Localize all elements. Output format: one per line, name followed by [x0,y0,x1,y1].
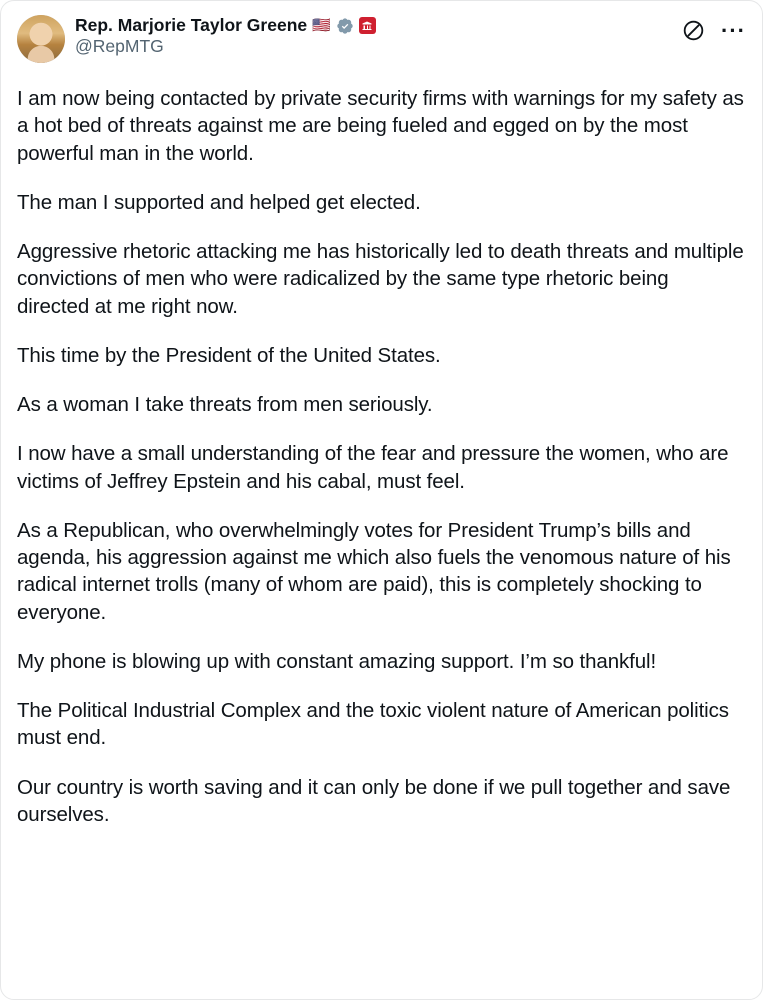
tweet-paragraph: I now have a small understanding of the fear and pressure the women, who are victims of Jeffrey Epstein and his cabal, must feel. [17,442,729,493]
avatar[interactable] [17,15,65,63]
us-flag-emoji: 🇺🇸 [312,17,331,35]
tweet-text [17,85,746,828]
tweet-paragraph: The Political Industrial Complex and the toxic violent nature of American politics must end. [17,699,729,750]
tweet-paragraph: Aggressive rhetoric attacking me has historically led to death threats and multiple convictions of men who were radicalized by the same type rhetoric being directed at me right now. [17,240,744,318]
tweet-header [17,15,746,69]
tweet-paragraph: As a Republican, who overwhelmingly votes for President Trump’s bills and agenda, his aggression against me which also fuels the venomous nature of his radical internet trolls (many of whom are paid), this is completely shocking to everyone. [17,518,731,624]
tweet-paragraph: I am now being contacted by private security firms with warnings for my safety as a hot bed of threats against me are being fueled and egged on by the most powerful man in the world. [17,87,744,165]
account-name-line [75,16,672,35]
verified-badge-icon[interactable] [336,17,354,35]
tweet-paragraph: As a woman I take threats from men seriously. [17,393,433,416]
tweet-paragraph: Our country is worth saving and it can only be done if we pull together and save ourselves. [17,775,731,826]
tweet-paragraph: This time by the President of the United States. [17,343,441,367]
account-name-column [75,15,672,56]
account-handle[interactable]: @RepMTG [75,36,164,57]
display-name[interactable]: Rep. Marjorie Taylor Greene [75,15,308,35]
tweet-paragraph: My phone is blowing up with constant amazing support. I’m so thankful! [17,649,657,673]
avatar-portrait [17,15,65,63]
tweet-paragraph: The man I supported and helped get elected. [17,190,421,214]
header-actions [682,15,746,42]
more-options-icon[interactable]: ··· [721,17,746,43]
grok-actions-icon[interactable] [682,19,705,42]
government-affiliate-badge-icon[interactable] [359,17,376,34]
